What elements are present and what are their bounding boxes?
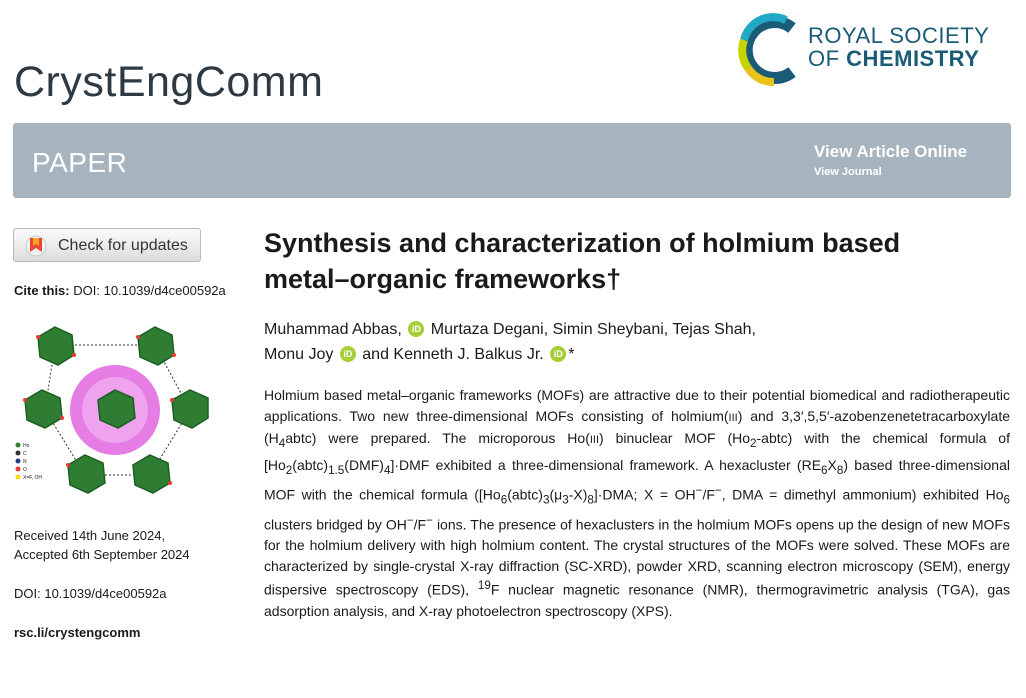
cite-doi: DOI: 10.1039/d4ce00592a [73,283,226,298]
rsc-logo[interactable] [734,10,1014,90]
toc-graphic [10,315,210,515]
sidebar-doi: DOI: 10.1039/d4ce00592a [14,586,167,601]
legend-x: X=F, OH [23,475,43,481]
view-article-online-link[interactable]: View Article Online [814,142,968,161]
cite-label: Cite this: [14,283,70,298]
author-abbas[interactable]: Muhammad Abbas, [264,321,402,338]
check-for-updates-button[interactable] [13,228,201,262]
author-list [264,317,1004,367]
legend-n: N [23,459,27,465]
check-updates-icon [24,234,48,258]
rsc-logo-line2-prefix: OF [808,46,847,71]
article-title-line2: metal–organic frameworks† [264,264,622,294]
accepted-date: Accepted 6th September 2024 [14,547,190,562]
author-balkus[interactable]: and Kenneth J. Balkus Jr. [362,346,544,363]
authors-degani-sheybani-shah[interactable]: Murtaza Degani, Simin Sheybani, Tejas Shah, [430,321,756,338]
author-joy[interactable]: Monu Joy [264,346,334,363]
article-type-banner [13,123,1011,198]
orcid-icon[interactable]: iD [550,346,566,362]
article-title-line1: Synthesis and characterization of holmium based [264,228,901,258]
article-type: PAPER [32,147,128,178]
legend-o: O [23,467,27,473]
check-updates-label: Check for updates [58,237,188,254]
rsc-logo-line1: ROYAL SOCIETY [808,23,990,48]
journal-link[interactable]: rsc.li/crystengcomm [14,625,141,640]
orcid-icon[interactable]: iD [340,346,356,362]
rsc-logo-icon [734,10,806,90]
rsc-logo-line2-bold: CHEMISTRY [846,46,980,71]
received-date: Received 14th June 2024, [14,528,166,543]
cite-this [14,283,226,298]
article-title [264,225,1004,297]
abstract: Holmium based metal–organic frameworks (MOFs) are attractive due to their potential biomedical and radiotherapeutic applications. Two new three-dimensional MOFs consisting of holmium(III) and 3,3′,5,5′-azobenzenetetracarboxylate $(H_4abtc)$ were prepared. The microporous Ho(III) binuclear MOF $(Ho_2-abtc)$ with the chemical formula of $[Ho_2(abtc)_{1.5}(DMF)_4]\cdot DMF$ exhibited a three-dimensional framework. A hexacluster $(RE_6X_8)$ based three-dimensional MOF with the chemical formula ($[Ho_6(abtc)_3(\mu_3-X)_8]\cdot DMA$; X = OH−/F−, DMA = dimethyl ammonium) exhibited $Ho_6$ clusters bridged by OH−/F− ions. The presence of hexaclusters in the holmium MOFs opens up the design of new MOFs for the holmium delivery with high holmium content. The crystal structures of the MOFs were solved. These MOFs are characterized by single-crystal X-ray diffraction (SC-XRD), powder XRD, scanning electron microscopy (SEM), energy dispersive spectroscopy (EDS), $^{19}$F nuclear magnetic resonance (NMR), thermogravimetric analysis (TGA), gas adsorption analysis, and X-ray photoelectron spectroscopy (XPS). [264,387,1010,619]
view-journal-link[interactable]: View Journal [814,166,882,178]
journal-title: CrystEngComm [14,58,324,106]
legend-c: C [23,451,27,457]
orcid-icon[interactable]: iD [408,321,424,337]
legend-ho: Ho [23,443,30,449]
corresponding-author-mark: * [568,346,575,363]
